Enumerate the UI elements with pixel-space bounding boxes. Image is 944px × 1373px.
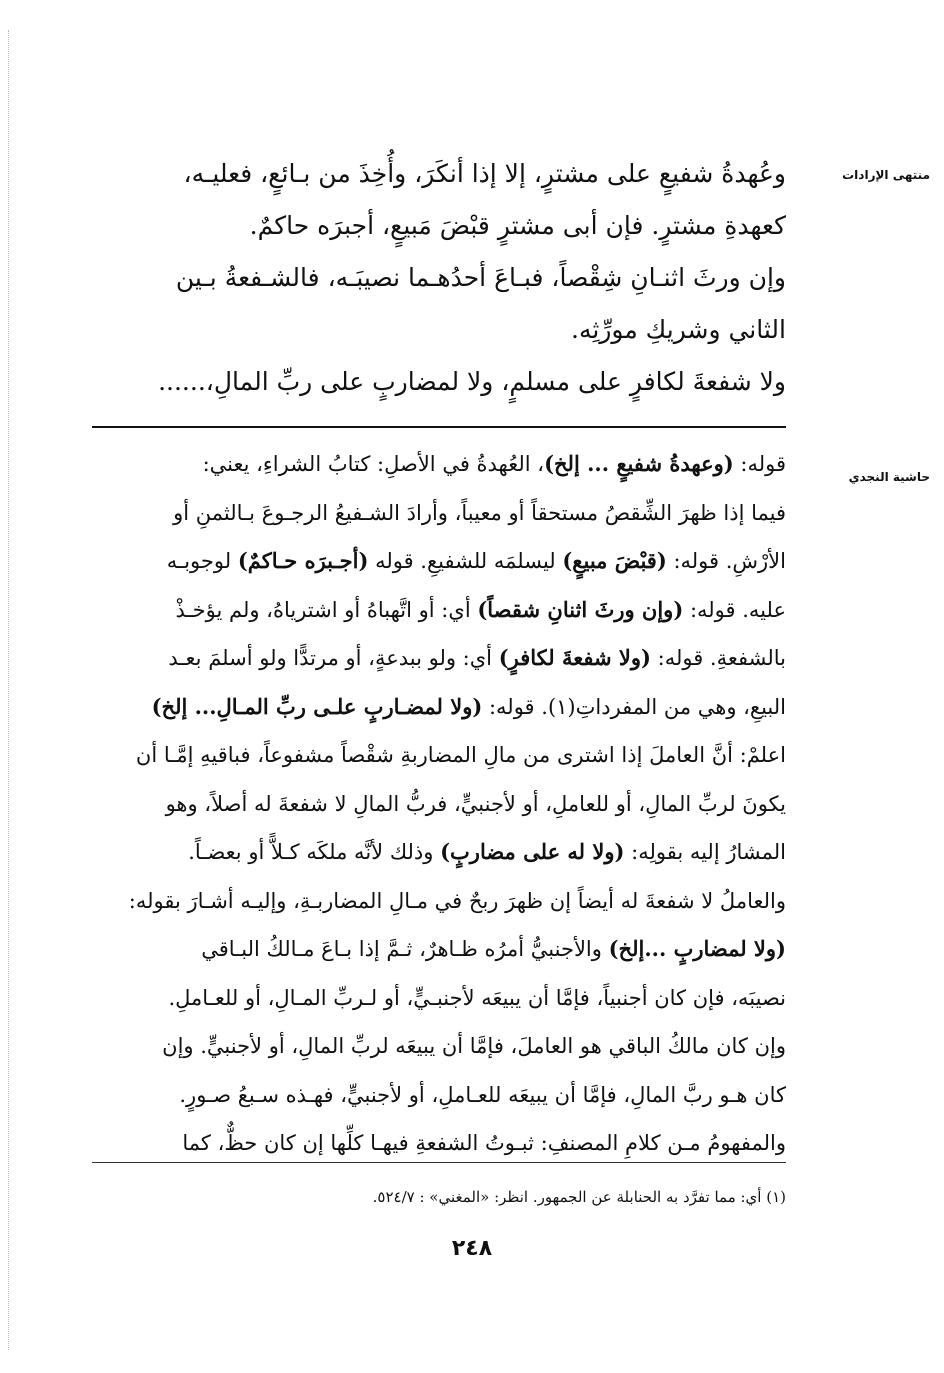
commentary-line — [94, 780, 786, 829]
commentary-run: والأجنبيُّ أمرُه ظـاهرٌ، ثـمَّ إذا بـاعَ مـالكُ البـاقي — [201, 937, 609, 961]
footnote-rule — [92, 1162, 786, 1163]
main-text-line: وإن ورثَ اثنـانِ شِقْصاً، فبـاعَ أحدُهـما نصيبَـه، فالشـفعةُ بـين — [175, 263, 786, 292]
side-label-matn: منتهى الإرادات — [842, 168, 930, 182]
footnote: (١) أي: مما تفرَّد به الحنابلة عن الجمهور. انظر: «المغني» : ٥٢٤/٧. — [372, 1188, 786, 1206]
commentary-run: ليسلمَه للشفيعِ. قوله — [368, 549, 563, 573]
commentary-run: البيعِ، وهي من المفرداتِ(١). قوله: — [482, 694, 786, 719]
page-number: ٢٤٨ — [451, 1236, 493, 1261]
commentary-quote: (ولا له على مضاربٍ) — [440, 839, 625, 864]
commentary-run: والعاملُ لا شفعةَ له أيضاً إن ظهرَ ربحٌ في مـالِ المضاربـةِ، وإليـه أشـارَ بقوله: — [128, 888, 786, 913]
commentary-line — [94, 440, 786, 489]
commentary-run: يكونَ لربِّ المالِ، أو للعاملِ، أو لأجنبيٍّ، فربُّ المالِ لا شفعةَ له أصلاً، وهو — [165, 791, 786, 816]
commentary-run: وإن كان مالكُ الباقي هو العاملَ، فإمَّا أن يبيعَه لربِّ المالِ، أو لأجنبيٍّ. وإن — [162, 1034, 786, 1058]
commentary-run: المشارُ إليه بقولِه: — [624, 840, 786, 864]
commentary-line — [94, 925, 786, 974]
main-text-line: الثاني وشريكِ مورِّثِه. — [571, 315, 786, 344]
commentary-run: وذلك لأنَّه ملكَه كـلاًّ أو بعضـاً. — [188, 840, 441, 864]
commentary-line — [94, 1022, 786, 1071]
commentary-line — [94, 1071, 786, 1120]
commentary-run: نصيبَه، فإن كان أجنبياً، فإمَّا أن يبيعَه لأجنبـيٍّ، أو لـربِّ المـالِ، أو للعـاملِ. — [168, 985, 786, 1010]
commentary-line — [94, 586, 786, 635]
commentary-quote: (وعهدةُ شفيعٍ ... إلخ) — [544, 451, 734, 476]
main-text-line: كعهدةِ مشترٍ. فإن أبى مشترٍ قبْضَ مَبيعٍ، أجبرَه حاكمٌ. — [249, 211, 786, 240]
commentary-run: قوله: — [733, 452, 786, 476]
commentary-line — [94, 537, 786, 586]
main-text-line: ولا شفعةَ لكافرٍ على مسلمٍ، ولا لمضاربٍ على ربِّ المالِ،...... — [158, 367, 786, 396]
page-edge — [8, 30, 9, 1350]
commentary-run: فيما إذا ظهرَ الشِّقصُ مستحقاً أو معيباً، وأرادَ الشـفيعُ الرجـوعَ بـالثمنِ أو — [173, 500, 786, 525]
commentary-text — [94, 440, 786, 1168]
commentary-run: كان هـو ربَّ المالِ، فإمَّا أن يبيعَه للعـاملِ، أو لأجنبيٍّ، فهـذه سـبعُ صـورٍ. — [179, 1082, 786, 1107]
commentary-quote: (وإن ورثَ اثنانِ شقصاً) — [477, 596, 684, 622]
commentary-quote: (ولا لمضـاربٍ علـى ربِّ المـالِ... إلخ) — [151, 693, 483, 719]
commentary-line — [94, 683, 786, 732]
commentary-line — [94, 877, 786, 926]
commentary-run: لوجوبـه — [166, 549, 238, 573]
section-divider — [92, 426, 786, 428]
commentary-run: أي: ولو ببدعةٍ، أو مرتدًّا ولو أسلمَ بعـد — [168, 646, 499, 670]
commentary-line — [94, 974, 786, 1023]
commentary-run: بالشفعةِ. قوله: — [650, 646, 786, 670]
commentary-run: عليه. قوله: — [683, 597, 786, 622]
commentary-line — [94, 489, 786, 538]
commentary-line — [94, 634, 786, 683]
commentary-run: الأرْشِ. قوله: — [666, 549, 786, 573]
commentary-line — [94, 1119, 786, 1168]
main-text-line: وعُهدةُ شفيعٍ على مشترٍ، إلا إذا أنكَرَ، وأُخِذَ من بـائعٍ، فعليـه، — [183, 159, 786, 188]
commentary-run: اعلمْ: أنَّ العاملَ إذا اشترى من مالِ المضاربةِ شقْصاً مشفوعاً، فباقيهِ إمَّـا أن — [135, 743, 786, 767]
commentary-line — [94, 828, 786, 877]
commentary-quote: (أجـبرَه حـاكمٌ) — [237, 548, 369, 573]
main-text — [96, 148, 786, 408]
commentary-quote: (قبْضَ مبيعٍ) — [562, 548, 667, 573]
commentary-quote: (ولا شفعةَ لكافرٍ) — [498, 645, 651, 670]
commentary-run: والمفهومُ مـن كلامِ المصنفِ: ثبـوتُ الشفعةِ فيهـا كلِّها إن كان حظٌّ، كما — [182, 1131, 786, 1155]
commentary-quote: (ولا لمضاربٍ ...إلخ) — [608, 936, 786, 961]
side-label-hashiya: حاشية النجدي — [848, 470, 930, 484]
commentary-line — [94, 731, 786, 780]
commentary-run: ، العُهدةُ في الأصلِ: كتابُ الشراءِ، يعني: — [202, 452, 545, 476]
commentary-run: أي: أو اتَّهباهُ أو اشترياهُ، ولم يؤخـذْ — [175, 597, 478, 622]
